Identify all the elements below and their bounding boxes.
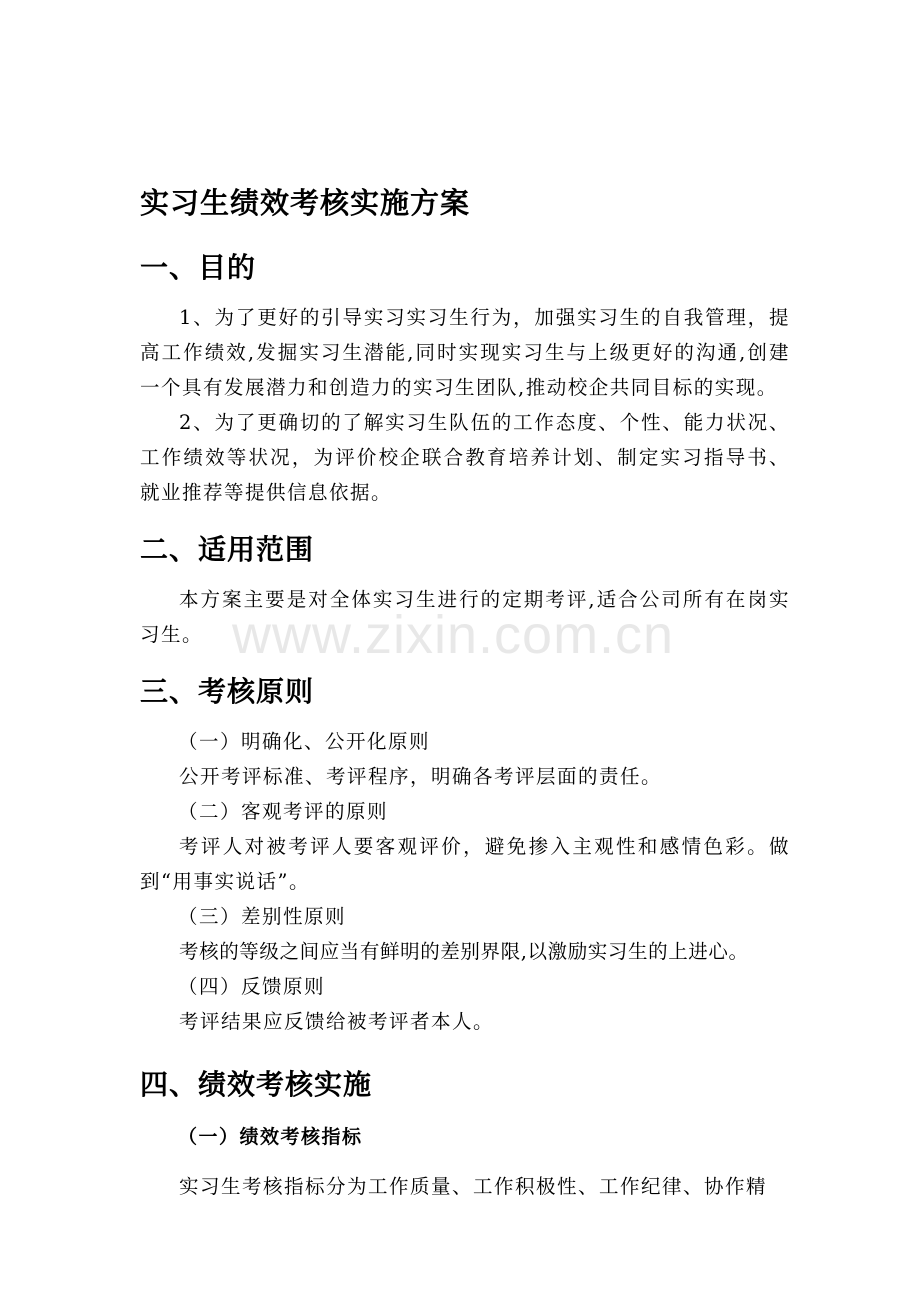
- principle-label-2: （二）客观考评的原则: [178, 800, 389, 823]
- section-heading-scope: 二、适用范围: [140, 533, 315, 566]
- purpose-paragraph-1: 1、为了更好的引导实习实习生行为，加强实习生的自我管理，提高工作绩效,发掘实习生潜能,同时实现实习生与上级更好的沟通,创建一个具有发展潜力和创造力的实习生团队,推动校企共同目标的实现。: [140, 306, 790, 399]
- principle-label-1: （一）明确化、公开化原则: [178, 730, 431, 753]
- section-heading-principles: 三、考核原则: [140, 675, 315, 708]
- principle-text-1: 公开考评标准、考评程序，明确各考评层面的责任。: [179, 765, 663, 788]
- section-heading-purpose: 一、目的: [140, 251, 257, 284]
- principle-label-3: （三）差别性原则: [178, 905, 347, 928]
- scope-paragraph: 本方案主要是对全体实习生进行的定期考评,适合公司所有在岗实习生。: [140, 588, 790, 646]
- subheading-indicators: （一）绩效考核指标: [178, 1126, 363, 1148]
- section-heading-implementation: 四、绩效考核实施: [140, 1068, 373, 1101]
- principle-text-2: 考评人对被考评人要客观评价，避免掺入主观性和感情色彩。做到“用事实说话”。: [140, 835, 790, 893]
- document-title: 实习生绩效考核实施方案: [140, 186, 471, 220]
- principle-text-3: 考核的等级之间应当有鲜明的差别界限,以激励实习生的上进心。: [179, 940, 749, 963]
- principle-label-4: （四）反馈原则: [178, 975, 326, 998]
- principle-text-4: 考评结果应反馈给被考评者本人。: [179, 1010, 495, 1033]
- indicators-paragraph: 实习生考核指标分为工作质量、工作积极性、工作纪律、协作精: [179, 1175, 768, 1198]
- spacer: [140, 1039, 790, 1063]
- document-body: [140, 180, 790, 1204]
- purpose-paragraph-2: 2、为了更确切的了解实习生队伍的工作态度、个性、能力状况、工作绩效等状况，为评价校企联合教育培养计划、制定实习指导书、就业推荐等提供信息依据。: [140, 411, 790, 504]
- watermark: www.zixin.com.cn: [232, 605, 675, 665]
